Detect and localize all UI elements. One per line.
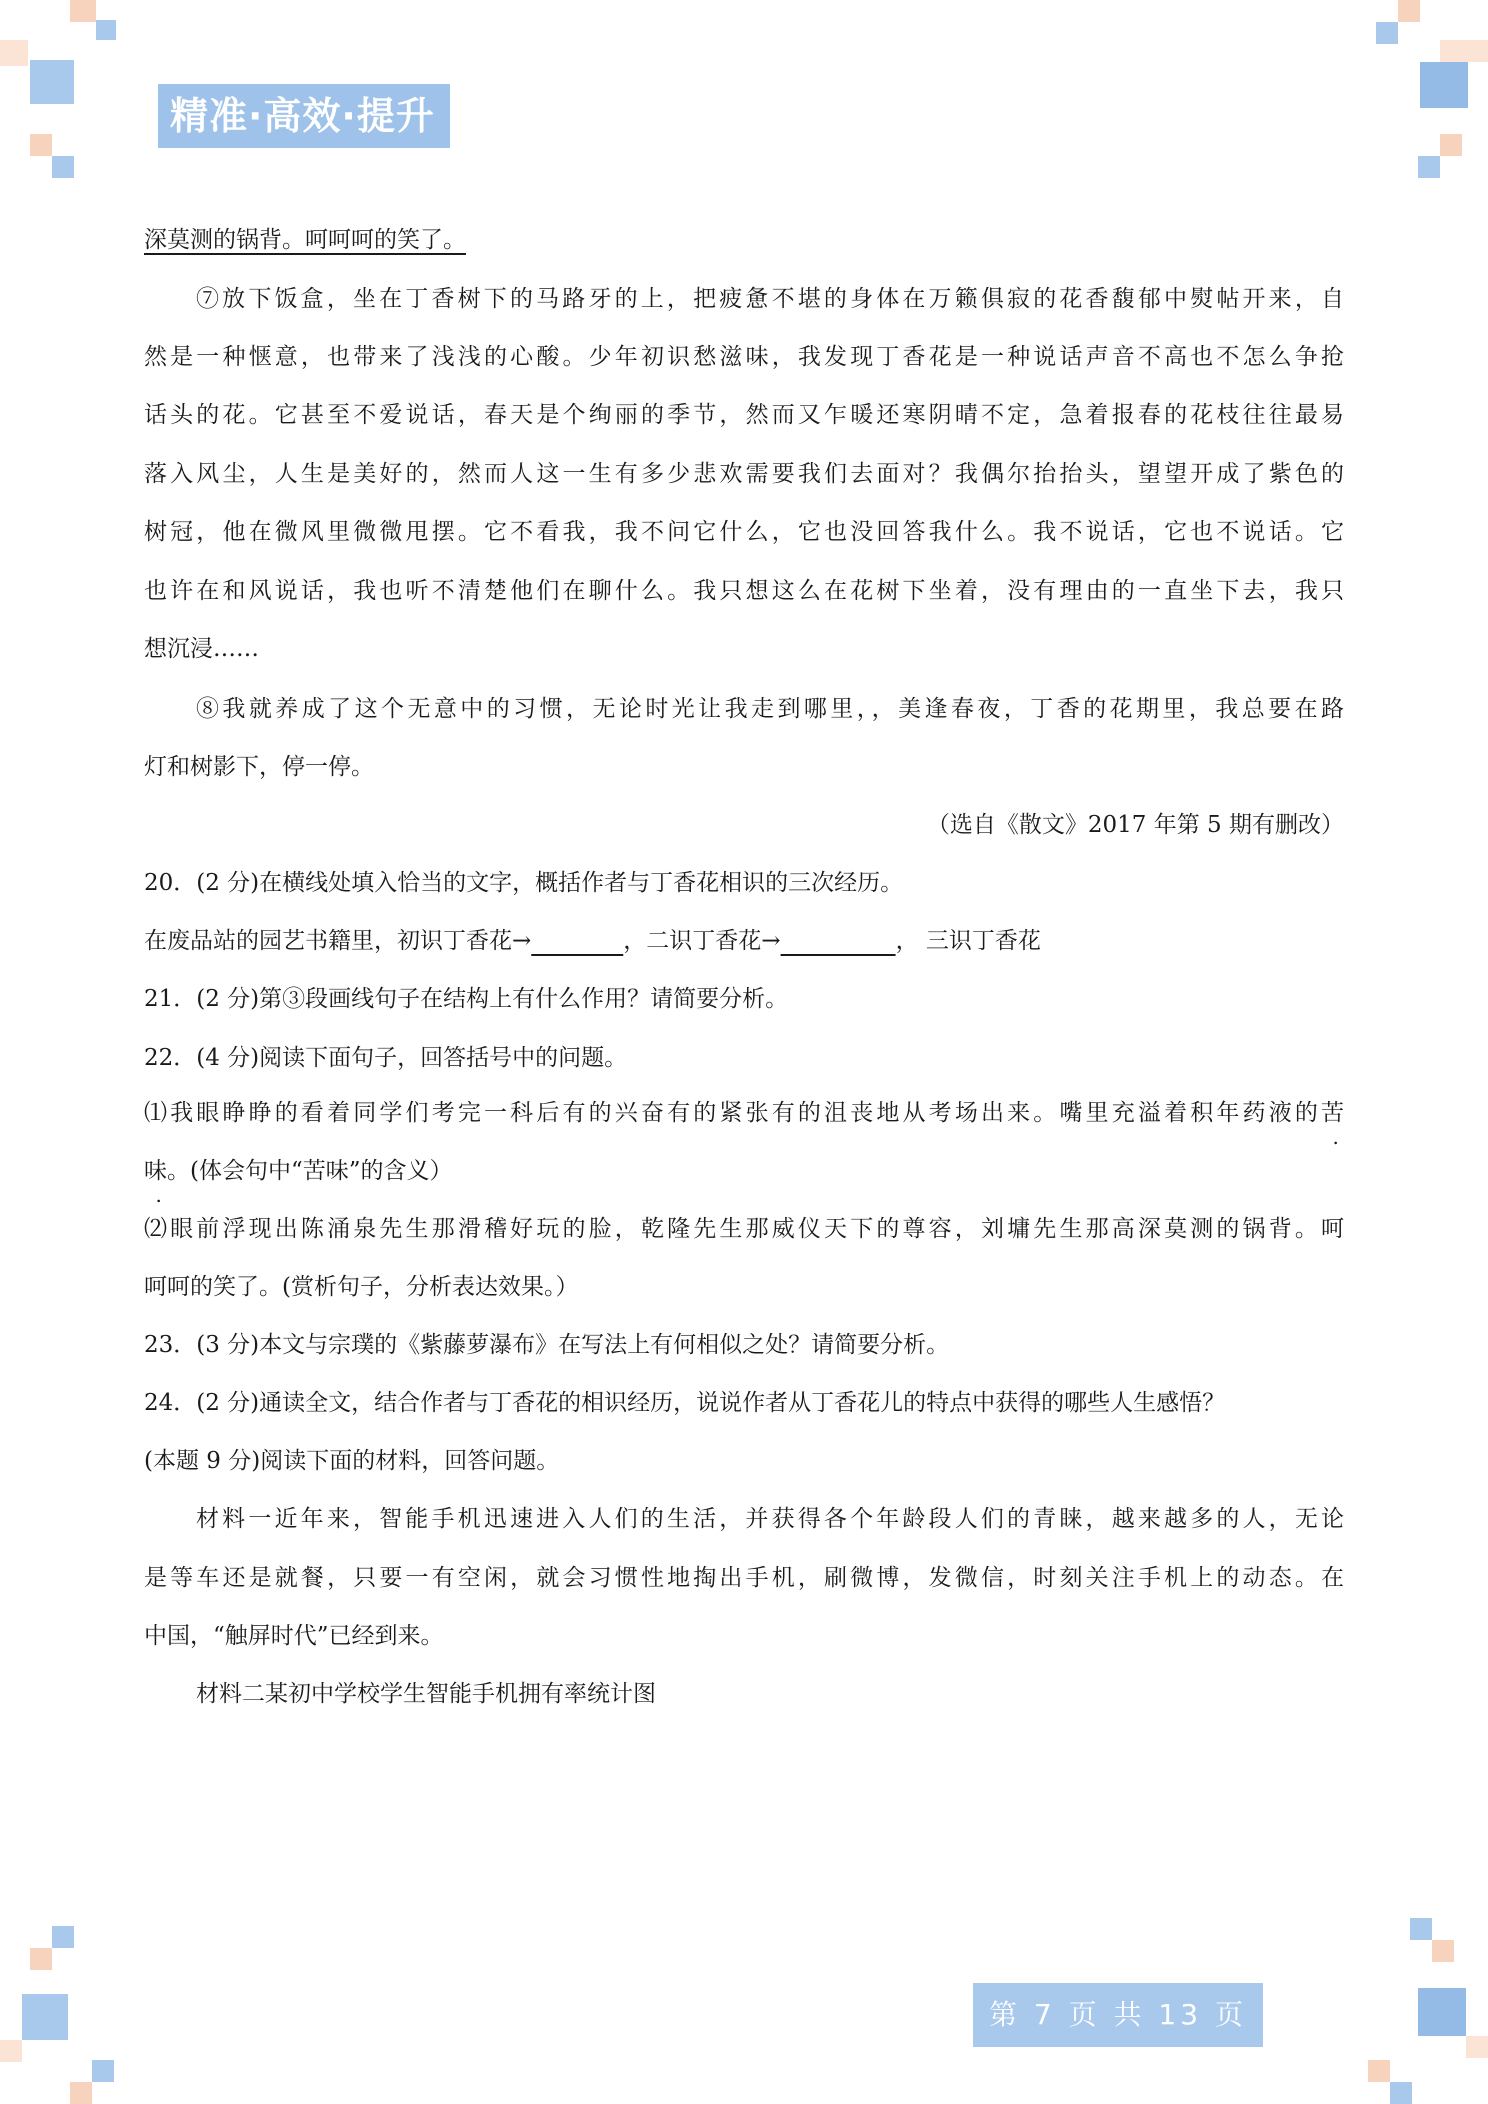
question-22-1-cont	[144, 1156, 1344, 1186]
corner-decoration	[1410, 1918, 1432, 1940]
passage-line	[144, 225, 1344, 255]
fill-text: 在废品站的园艺书籍里，初识丁香花→	[144, 928, 532, 954]
corner-decoration	[1440, 134, 1462, 156]
emphasis-char: 苦	[1321, 1100, 1344, 1126]
corner-decoration	[92, 2060, 114, 2082]
passage-line: 话头的花。它甚至不爱说话，春天是个绚丽的季节，然而又乍暖还寒阴晴不定，急着报春的花枝往往最易	[144, 402, 1344, 428]
corner-decoration	[1466, 2036, 1488, 2058]
corner-decoration	[1418, 1988, 1466, 2036]
passage-line: ⑦放下饭盒，坐在丁香树下的马路牙的上，把疲惫不堪的身体在万籁俱寂的花香馥郁中熨帖开来，自	[196, 286, 1344, 312]
corner-decoration	[0, 2040, 22, 2062]
passage-line: 落入风尘，人生是美好的，然而人这一生有多少悲欢需要我们去面对？我偶尔抬抬头，望望开成了紫色的	[144, 461, 1344, 487]
passage-line: 想沉浸……	[144, 636, 259, 662]
sentence-text: 。(体会句中“苦味”的含义）	[167, 1158, 453, 1184]
passage-line: 也许在和风说话，我也听不清楚他们在聊什么。我只想这么在花树下坐着，没有理由的一直坐下去，我只	[144, 578, 1344, 604]
corner-decoration	[1440, 40, 1488, 62]
corner-decoration	[96, 20, 116, 40]
material-text: 材料一近年来，智能手机迅速进入人们的生活，并获得各个年龄段人们的青睐，越来越多的人，无论	[196, 1506, 1344, 1532]
material-1-line: 中国，“触屏时代”已经到来。	[144, 1623, 444, 1649]
question-22-2-cont: 呵呵的笑了。(赏析句子，分析表达效果。）	[144, 1274, 579, 1300]
sentence-text: ⑴我眼睁睁的看着同学们考完一科后有的兴奋有的紧张有的沮丧地从考场出来。嘴里充溢着积年药液的	[144, 1100, 1321, 1126]
blank-1	[531, 928, 623, 954]
corner-decoration	[1418, 156, 1440, 178]
corner-decoration	[1390, 2082, 1412, 2104]
material-2-title: 材料二某初中学校学生智能手机拥有率统计图	[196, 1681, 656, 1707]
question-24: 24．(2 分)通读全文，结合作者与丁香花的相识经历，说说作者从丁香花儿的特点中获得的哪些人生感悟？	[144, 1390, 1226, 1416]
question-22: 22．(4 分)阅读下面句子，回答括号中的问题。	[144, 1045, 628, 1071]
question-25-intro: (本题 9 分)阅读下面的材料，回答问题。	[144, 1448, 560, 1474]
passage-line: 然是一种惬意，也带来了浅浅的心酸。少年初识愁滋味，我发现丁香花是一种说话声音不高也不怎么争抢	[144, 344, 1344, 370]
page-number: 第 7 页 共 13 页	[973, 1983, 1263, 2047]
corner-decoration	[30, 1948, 52, 1970]
question-22-1	[144, 1098, 1344, 1128]
corner-decoration	[1368, 2060, 1390, 2082]
question-22-2: ⑵眼前浮现出陈涌泉先生那滑稽好玩的脸，乾隆先生那威仪天下的尊容，刘墉先生那高深莫测的锅背。呵	[144, 1216, 1344, 1242]
blank-2	[781, 928, 896, 954]
question-23: 23．(3 分)本文与宗璞的《紫藤萝瀑布》在写法上有何相似之处？请简要分析。	[144, 1332, 950, 1358]
emphasis-char: 味	[144, 1158, 167, 1184]
passage-source: （选自《散文》2017 年第 5 期有删改）	[926, 812, 1344, 838]
header-banner: 精准·高效·提升	[158, 84, 450, 148]
corner-decoration	[30, 134, 52, 156]
corner-decoration	[70, 0, 96, 22]
material-1-line: 是等车还是就餐，只要一有空闲，就会习惯性地掏出手机，刷微博，发微信，时刻关注手机上的动态。在	[144, 1565, 1344, 1591]
corner-decoration	[70, 2082, 92, 2104]
question-20-fill	[144, 926, 1344, 956]
underlined-sentence: 深莫测的锅背。呵呵呵的笑了。	[144, 227, 466, 253]
fill-text: ，二识丁香花→	[623, 928, 781, 954]
corner-decoration	[1432, 1940, 1454, 1962]
corner-decoration	[1398, 0, 1420, 22]
corner-decoration	[0, 40, 28, 66]
passage-line: ⑧我就养成了这个无意中的习惯，无论时光让我走到哪里，，美逢春夜，丁香的花期里，我总要在路	[196, 696, 1344, 722]
corner-decoration	[52, 1926, 74, 1948]
corner-decoration	[30, 60, 74, 104]
corner-decoration	[1376, 22, 1398, 44]
question-21: 21．(2 分)第③段画线句子在结构上有什么作用？请简要分析。	[144, 986, 789, 1012]
corner-decoration	[52, 156, 74, 178]
passage-line: 树冠，他在微风里微微甩摆。它不看我，我不问它什么，它也没回答我什么。我不说话，它也不说话。它	[144, 519, 1344, 545]
corner-decoration	[1420, 62, 1468, 108]
question-20: 20．(2 分)在横线处填入恰当的文字，概括作者与丁香花相识的三次经历。	[144, 870, 904, 896]
corner-decoration	[22, 1994, 68, 2040]
fill-text: ， 三识丁香花	[895, 928, 1041, 954]
passage-line: 灯和树影下，停一停。	[144, 754, 374, 780]
material-1-line	[144, 1504, 1344, 1534]
